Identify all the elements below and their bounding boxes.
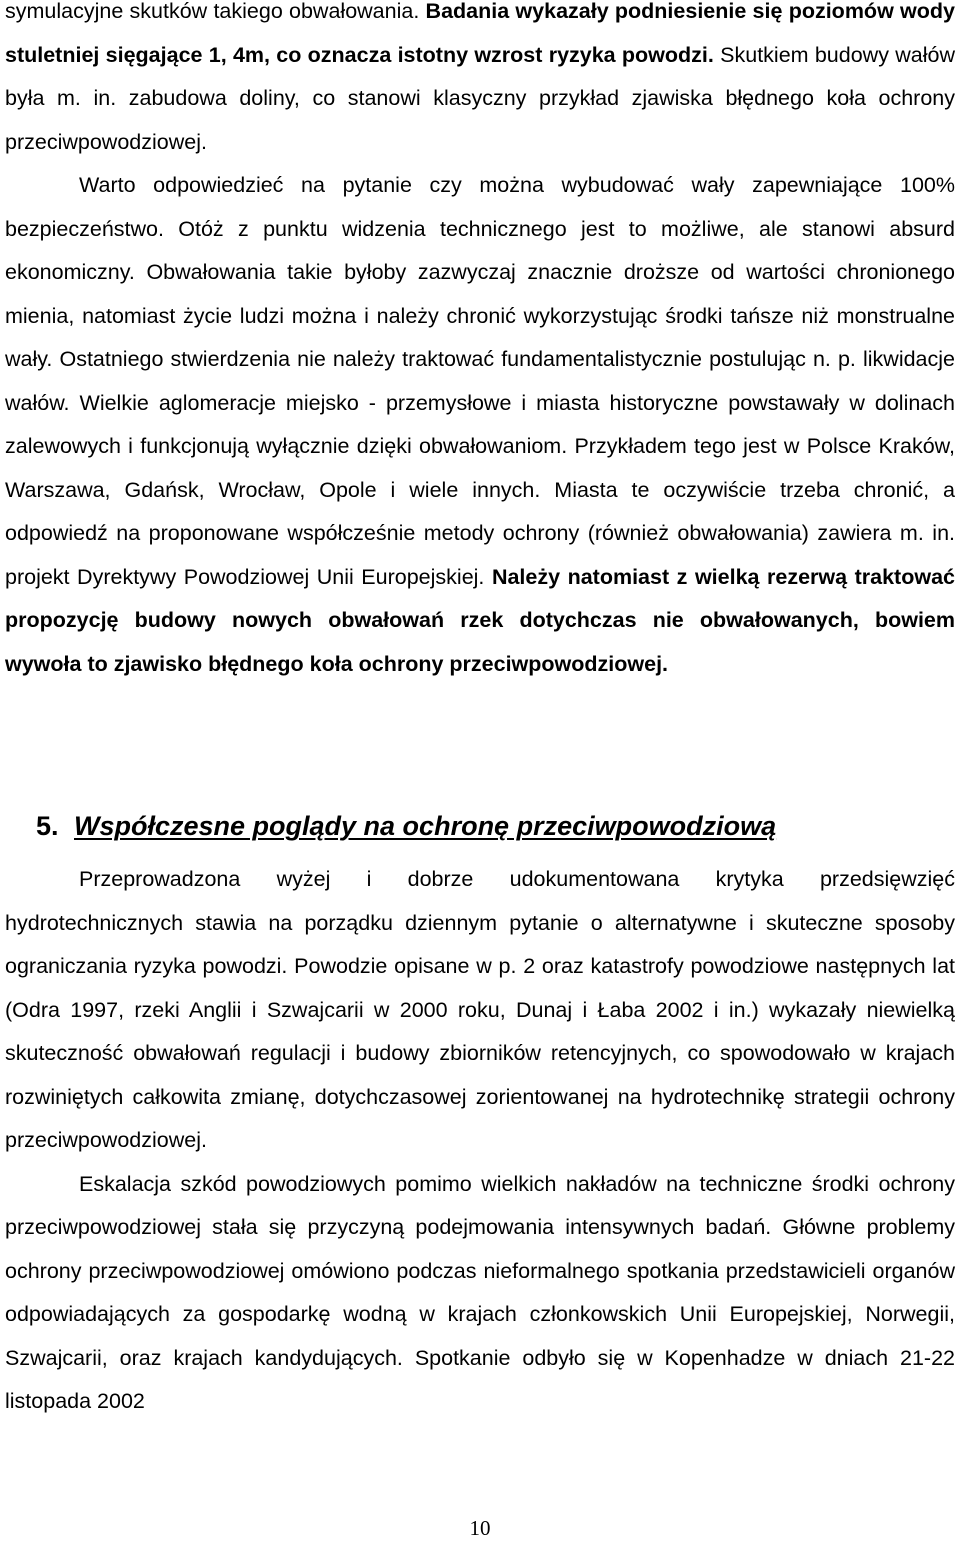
- document-page: [5, 0, 955, 686]
- paragraph-1-sentence-3: Skutkiem budowy wałów była m. in. zabudowa doliny, co stanowi klasyczny przykład zjawiska błędnego koła ochrony przeciwpowodziowej.: [5, 42, 955, 154]
- paragraph-3: Przeprowadzona wyżej i dobrze udokumentowana krytyka przedsięwzięć hydrotechnicznych stawia na porządku dziennym pytanie o alternatywne i skuteczne sposoby ograniczania ryzyka powodzi. Powodzie opisane w p. 2 oraz katastrofy powodziowe następnych lat (Odra 1997, rzeki Anglii i Szwajcarii w 2000 roku, Dunaj i Łaba 2002 i in.) wykazały niewielką skuteczność obwałowań regulacji i budowy zbiorników retencyjnych, co spowodowało w krajach rozwiniętych całkowita zmianę, dotychczasowej zorientowanej na hydrotechnikę strategii ochrony przeciwpowodziowej.: [5, 867, 955, 1152]
- section-title: Współczesne poglądy na ochronę przeciwpowodziową: [74, 811, 777, 841]
- paragraph-2-bold-conclusion: Należy natomiast z wielką rezerwą traktować propozycję budowy nowych obwałowań rzek dotychczas nie obwałowanych, bowiem wywoła to zjawisko błędnego koła ochrony przeciwpowodziowej.: [5, 564, 955, 676]
- section-number: 5.: [36, 811, 59, 841]
- section-heading: [36, 806, 776, 846]
- paragraph-2-text: Warto odpowiedzieć na pytanie czy można wybudować wały zapewniające 100% bezpieczeństwo. Otóż z punktu widzenia technicznego jest to możliwe, ale stanowi absurd ekonomiczny. Obwałowania takie byłoby zazwyczaj znacznie droższe od wartości chronionego mienia, natomiast życie ludzi można i należy chronić wykorzystując środki tańsze niż monstrualne wały. Ostatniego stwierdzenia nie należy traktować fundamentalistycznie postulując n. p. likwidacje wałów. Wielkie aglomeracje miejsko - przemysłowe i miasta historyczne powstawały w dolinach zalewowych i funkcjonują wyłącznie dzięki obwałowaniom. Przykładem tego jest w Polsce Kraków, Warszawa, Gdańsk, Wrocław, Opole i wiele innych. Miasta te oczywiście trzeba chronić, a odpowiedź na proponowane współcześnie metody ochrony (również obwałowania) zawiera m. in. projekt Dyrektywy Powodziowej Unii Europejskiej.: [5, 173, 955, 589]
- paragraph-4: Eskalacja szkód powodziowych pomimo wielkich nakładów na techniczne środki ochrony przeciwpowodziowej stała się przyczyną podejmowania intensywnych badań. Główne problemy ochrony przeciwpowodziowej omówiono podczas nieformalnego spotkania przedstawicieli organów odpowiadających za gospodarkę wodną w krajach członkowskich Unii Europejskiej, Norwegii, Szwajcarii, oraz krajach kandydujących. Spotkanie odbyło się w Kopenhadze w dniach 21-22 listopada 2002: [5, 1171, 955, 1413]
- paragraph-2: [5, 164, 955, 686]
- section-5-body: [5, 858, 955, 1424]
- paragraph-1-sentence-1: symulacyjne skutków takiego obwałowania.: [5, 0, 420, 23]
- page-number: 10: [469, 1516, 491, 1540]
- paragraph-1-bold-sentence: Badania wykazały podniesienie się poziomów wody stuletniej sięgające 1, 4m, co oznacza istotny wzrost ryzyka powodzi.: [5, 0, 955, 67]
- paragraph-1: [5, 0, 955, 164]
